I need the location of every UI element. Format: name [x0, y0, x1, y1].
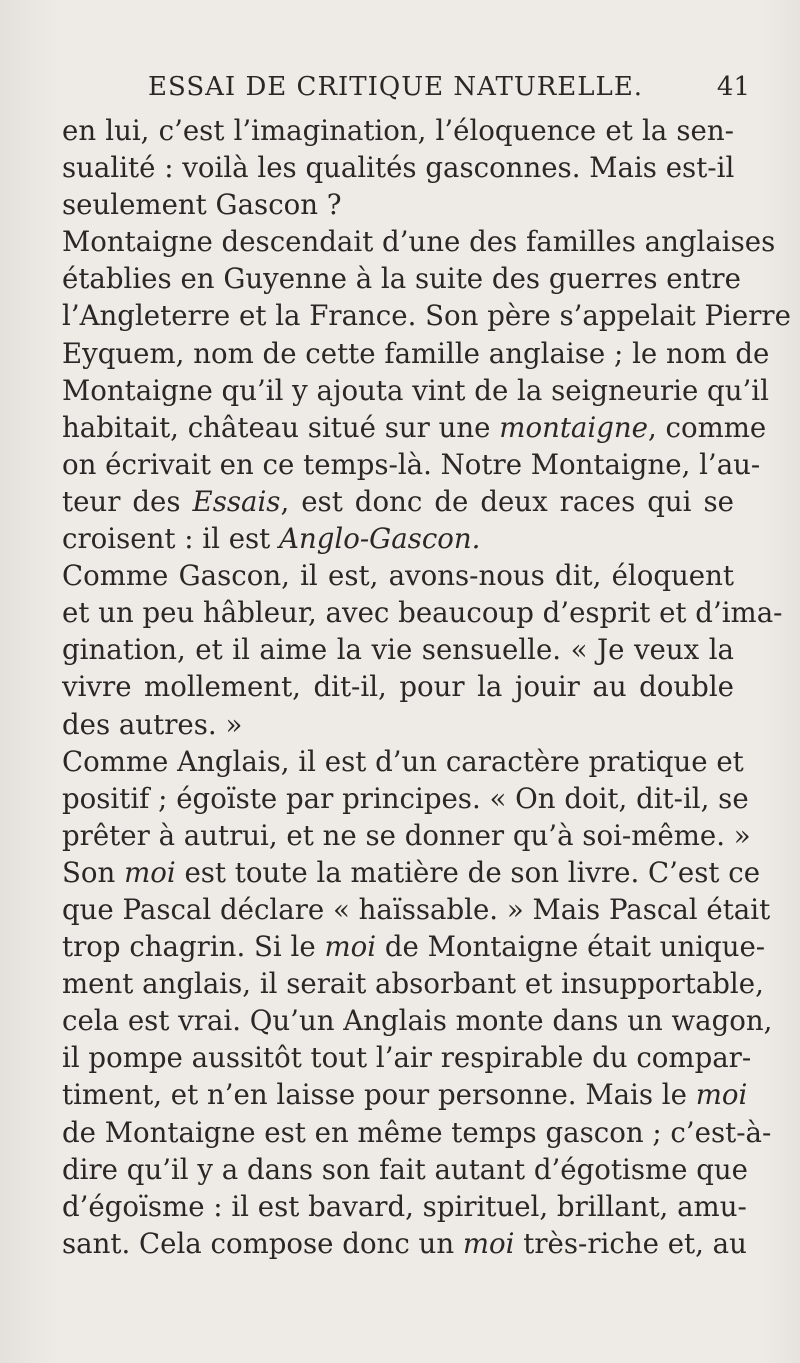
text-line [62, 668, 734, 705]
text-segment: croisent : il est [62, 522, 280, 556]
text-segment: habitait, château situé sur une [62, 410, 500, 444]
text-line [62, 372, 769, 409]
text-segment: que Pascal déclare « haïssable. » Mais Pascal était [62, 892, 771, 926]
text-segment: on écrivait en ce temps-là. Notre Montaigne, l’au- [62, 447, 761, 481]
text-segment: sualité : voilà les qualités gasconnes. Mais est-il [62, 151, 735, 185]
text-line [62, 260, 741, 297]
body-text [62, 112, 791, 1262]
italic-segment: Anglo-Gascon. [279, 522, 481, 556]
text-line [62, 1039, 752, 1076]
text-segment: Son [62, 855, 125, 889]
text-segment: timent, et n’en laisse pour personne. Mais le [62, 1078, 696, 1112]
text-line [62, 780, 749, 817]
text-segment: Montaigne descendait d’une des familles anglaises [62, 225, 776, 259]
text-line [62, 409, 767, 446]
text-segment: Comme Anglais, il est d’un caractère pratique et [62, 744, 744, 778]
running-head [60, 72, 760, 106]
text-line [62, 1002, 773, 1039]
text-line [62, 186, 734, 223]
text-line [62, 557, 734, 594]
text-segment: ment anglais, il serait absorbant et insupportable, [62, 967, 764, 1001]
text-line [62, 1151, 749, 1188]
text-line [62, 891, 771, 928]
italic-segment: moi [124, 855, 176, 889]
text-segment: il pompe aussitôt tout l’air respirable du compar- [62, 1041, 752, 1075]
text-line [62, 483, 734, 520]
text-segment: très-riche et, au [514, 1226, 747, 1260]
text-segment: l’Angleterre et la France. Son père s’appelait Pierre [62, 299, 791, 333]
text-segment: Eyquem, nom de cette famille anglaise ; le nom de [62, 336, 770, 370]
text-line [62, 112, 734, 149]
text-line [62, 631, 734, 668]
running-title: ESSAI DE CRITIQUE NATURELLE. [148, 72, 644, 102]
text-line [62, 965, 764, 1002]
italic-segment: Essais [192, 484, 281, 518]
text-segment: trop chagrin. Si le [62, 930, 325, 964]
text-segment: dire qu’il y a dans son fait autant d’égotisme que [62, 1152, 749, 1186]
text-line [62, 817, 751, 854]
text-segment: est toute la matière de son livre. C’est ce [175, 855, 761, 889]
text-segment: prêter à autrui, et ne se donner qu’à soi-même. » [62, 818, 751, 852]
text-segment: en lui, c’est l’imagination, l’éloquence et la sen- [62, 114, 734, 147]
text-segment: , est donc de deux races qui se [280, 484, 734, 518]
italic-segment: moi [324, 930, 377, 964]
text-segment: , comme [647, 410, 767, 444]
text-line [62, 1225, 747, 1262]
text-segment: Comme Gascon, il est, avons-nous dit, éloquent [62, 559, 734, 593]
text-line [62, 594, 783, 631]
text-line [62, 1076, 748, 1113]
page-number: 41 [716, 72, 750, 102]
text-line [62, 520, 734, 557]
text-segment: cela est vrai. Qu’un Anglais monte dans un wagon, [62, 1004, 773, 1038]
text-segment: teur des [62, 484, 193, 518]
text-segment: seulement Gascon ? [62, 188, 342, 222]
text-line [62, 446, 761, 483]
text-line [62, 1114, 772, 1151]
text-line [62, 706, 734, 743]
text-line [62, 335, 770, 372]
text-line [62, 854, 761, 891]
text-segment: d’égoïsme : il est bavard, spirituel, brillant, amu- [62, 1189, 747, 1223]
text-line [62, 297, 791, 334]
italic-segment: moi [695, 1078, 748, 1112]
text-segment: de Montaigne était unique- [376, 930, 766, 964]
text-segment: des autres. » [62, 707, 243, 741]
text-segment: vivre mollement, dit-il, pour la jouir au double [62, 670, 734, 704]
italic-segment: montaigne [499, 410, 648, 444]
text-line [62, 743, 744, 780]
text-segment: gination, et il aime la vie sensuelle. « Je veux la [62, 633, 734, 667]
text-segment: sant. Cela compose donc un [62, 1226, 463, 1260]
text-segment: établies en Guyenne à la suite des guerres entre [62, 262, 741, 296]
text-line [62, 928, 766, 965]
text-segment: de Montaigne est en même temps gascon ; c’est-à- [62, 1115, 772, 1149]
text-segment: et un peu hâbleur, avec beaucoup d’esprit et d’ima- [62, 596, 783, 630]
text-line [62, 223, 776, 260]
text-line [62, 149, 734, 186]
italic-segment: moi [462, 1226, 515, 1260]
text-segment: positif ; égoïste par principes. « On doit, dit-il, se [62, 781, 749, 815]
text-line [62, 1188, 747, 1225]
text-segment: Montaigne qu’il y ajouta vint de la seigneurie qu’il [62, 373, 769, 407]
